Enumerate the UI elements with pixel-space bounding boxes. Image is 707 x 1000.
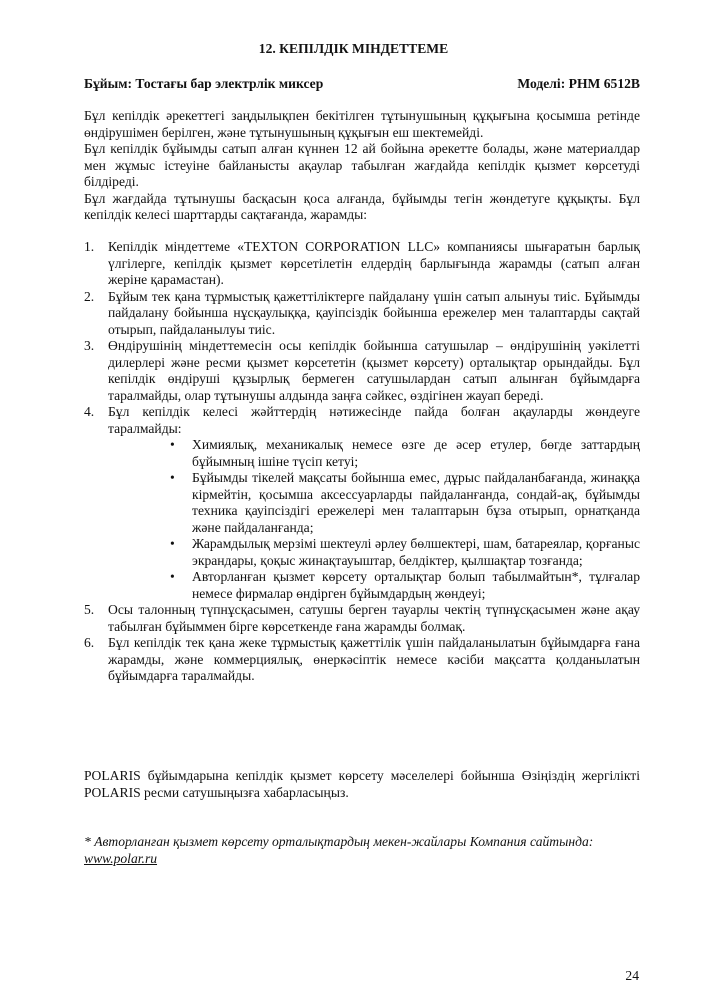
intro-paragraph: Бұл кепілдік әрекеттегі заңдылықпен бекітілген тұтынушының құқығына қосымша ретінде өндірушімен берілген, және тұтынушының құқығын еш шектемейді.: [84, 108, 640, 140]
intro-paragraph: Бұл кепілдік бұйымды сатып алған күннен 12 ай бойына әрекетте болады, және материалдар мен жұмыс істеуіне байланысты ақаулар табылған жағдайда кепілдік қызмет көрсетуді білдіреді.: [84, 141, 640, 189]
exclusions-list: [108, 437, 640, 602]
condition-item: [84, 635, 640, 685]
condition-number: 5.: [84, 602, 95, 617]
page-title: 12. КЕПІЛДІК МІНДЕТТЕМЕ: [258, 41, 449, 56]
bullet-icon: •: [170, 470, 175, 485]
condition-item: [84, 602, 640, 635]
condition-text: Бұйым тек қана тұрмыстық қажеттіліктерге пайдалану үшін сатып алынуы тиіс. Бұйымды пайдалану бойынша нұсқаулыққа, қауіпсіздік бойынша ережелер мен талаптарды сақтай отырып, пайдаланылуы тиіс.: [108, 288, 640, 337]
exclusion-text: Бұйымды тікелей мақсаты бойынша емес, дұрыс пайдаланбағанда, жинаққа кірмейтін, қосымша аксессуарларды пайдаланғанда, сондай-ақ, бұйымды техника қауіпсіздігі ережелері мен талаптарын бұза отырып, орнатқанда және пайдаланғанда;: [192, 470, 640, 535]
exclusion-text: Авторланған қызмет көрсету орталықтар болып табылмайтын*, тұлғалар немесе фирмалар өндірген бұйымдардың жөндеуі;: [192, 569, 640, 601]
condition-item: [84, 239, 640, 289]
exclusion-item: [168, 536, 640, 569]
exclusion-item: [168, 470, 640, 536]
page-number: 24: [625, 968, 639, 983]
condition-number: 4.: [84, 404, 95, 419]
exclusion-text: Жарамдылық мерзімі шектеулі әрлеу бөлшектері, шам, батареялар, қорғаныс экрандары, қоқыс жинақтауыштар, белдіктер, қылшақтар тозғанда;: [192, 536, 640, 568]
bullet-icon: •: [170, 569, 175, 584]
bullet-icon: •: [170, 437, 175, 452]
footnote-text: * Авторланған қызмет көрсету орталықтардың мекен-жайлары Компания сайтында:: [84, 834, 594, 849]
condition-text: Кепілдік міндеттеме «TEXTON CORPORATION LLC» компаниясы шығаратын барлық үлгілерге, кепілдік қызмет көрсетілетін елдердің барлығында жарамды (сатып алған жеріне қарамастан).: [108, 239, 640, 287]
condition-text: Өндірушінің міндеттемесін осы кепілдік бойынша сатушылар – өндірушінің уәкілетті дилерлері және ресми қызмет көрсететін (қызмет көрсету) орталықтар орындайды. Бұл кепілдік өндіруші құзырлық бермеген сатушылардан сатып алынған бұйымдарға таралмайды, олар тұтынушы алдында заңға сәйкес, өздігінен жауап береді.: [108, 338, 640, 403]
product-header: [84, 76, 640, 93]
condition-text: Бұл кепілдік келесі жәйттердің нәтижесінде пайда болған ақауларды жөндеуге таралмайды:: [108, 404, 640, 436]
condition-number: 3.: [84, 338, 95, 353]
model-label: Моделі: PHM 6512B: [517, 76, 640, 91]
intro-section: [84, 108, 640, 224]
contact-section: [84, 768, 640, 801]
condition-item: [84, 289, 640, 339]
condition-text: Бұл кепілдік тек қана жеке тұрмыстық қажеттілік үшін пайдаланылатын бұйымдарға ғана жарамды, және коммерциялық, өнеркәсіптік немесе кәсіби мақсатта қолданылатын бұйымдарға таралмайды.: [108, 635, 640, 683]
condition-item: [84, 338, 640, 404]
condition-number: 2.: [84, 288, 95, 304]
exclusion-item: [168, 569, 640, 602]
website-link[interactable]: www.polar.ru: [84, 850, 158, 866]
exclusion-text: Химиялық, механикалық немесе өзге де әсер етулер, бөгде заттардың бұйымның ішіне түсіп кетуі;: [192, 437, 640, 469]
condition-text: Осы талонның түпнұсқасымен, сатушы берген тауарлы чектің түпнұсқасымен және ақау табылған бұйыммен бірге көрсеткенде ғана жарамды болмақ.: [108, 602, 640, 634]
footnote: [84, 834, 640, 867]
conditions-list: [84, 239, 640, 685]
intro-paragraph: Бұл жағдайда тұтынушы басқасын қоса алғанда, бұйымды тегін жөндетуге құқықты. Бұл кепілдік келесі шарттарды сақтағанда, жарамды:: [84, 190, 640, 222]
product-label: Бұйым: Тостағы бар электрлік миксер: [84, 76, 324, 91]
contact-text: POLARIS бұйымдарына кепілдік қызмет көрсету мәселелері бойынша Өзіңіздің жергілікті POLARIS ресми сатушыңызға хабарласыңыз.: [84, 768, 640, 800]
bullet-icon: •: [170, 536, 175, 551]
condition-item: [84, 404, 640, 602]
condition-number: 6.: [84, 635, 95, 650]
condition-number: 1.: [84, 239, 95, 254]
exclusion-item: [168, 437, 640, 470]
